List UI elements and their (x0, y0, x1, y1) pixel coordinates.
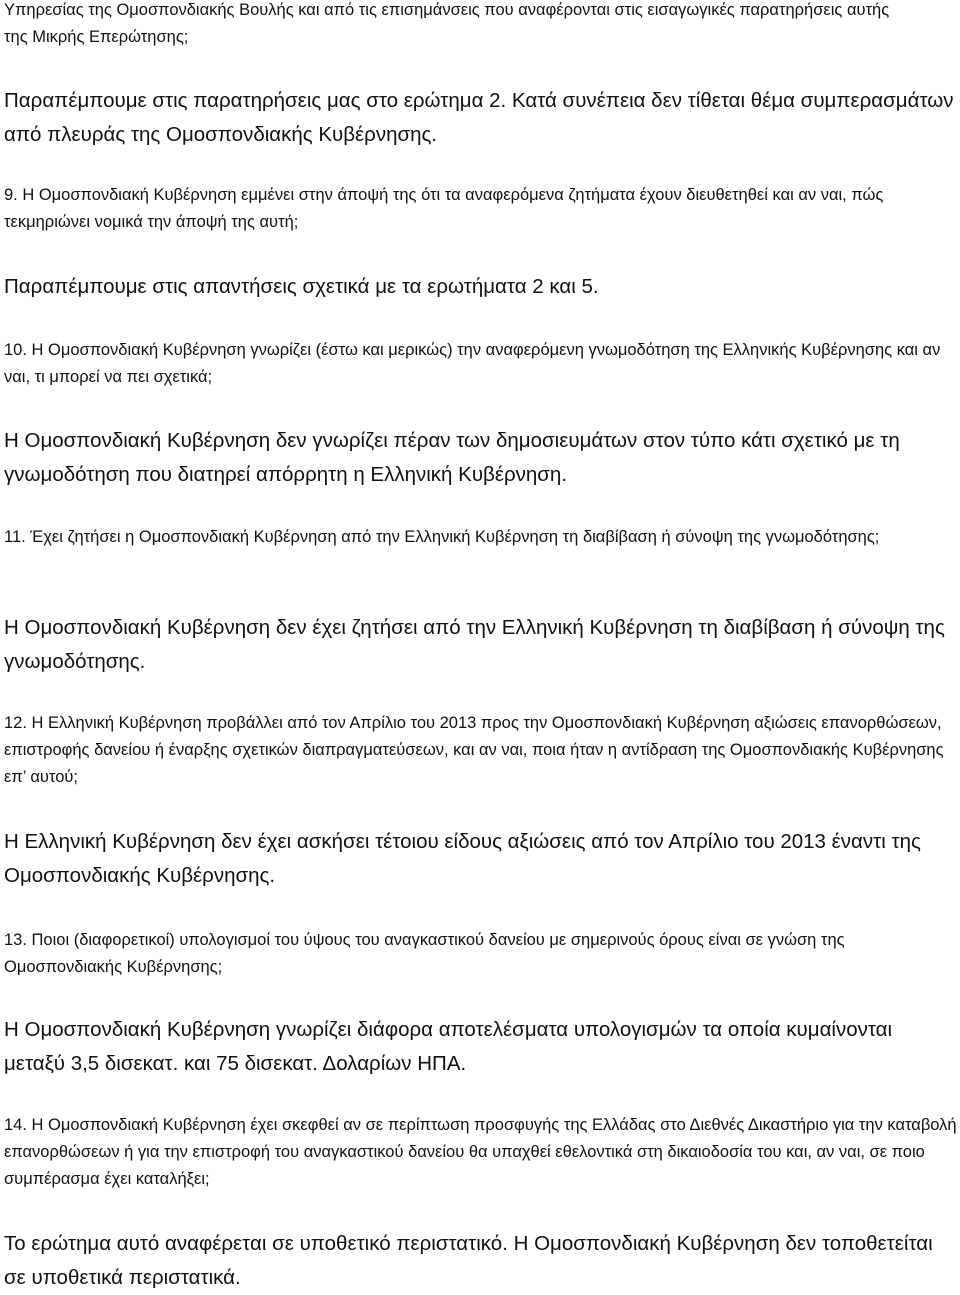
answer-text: Η Ομοσπονδιακή Κυβέρνηση γνωρίζει διάφορα αποτελέσματα υπολογισμών τα οποία κυμαίνονται μεταξύ 3,5 δισεκατ. και 75 δισεκατ. Δολαρίων ΗΠΑ. (4, 1018, 893, 1075)
answer-text: Παραπέμπουμε στις απαντήσεις σχετικά με τα ερωτήματα 2 και 5. (4, 275, 599, 298)
answer-text: Η Ομοσπονδιακή Κυβέρνηση δεν γνωρίζει πέραν των δημοσιευμάτων στον τύπο κάτι σχετικό με τη γνωμοδότηση που διατηρεί απόρρητη η Ελληνική Κυβέρνηση. (4, 429, 900, 486)
question-text: 11. Έχει ζητήσει η Ομοσπονδιακή Κυβέρνηση από την Ελληνική Κυβέρνηση τη διαβίβαση ή σύνοψη της γνωμοδότησης; (4, 528, 880, 546)
question-text: Υπηρεσίας της Ομοσπονδιακής Βουλής και από τις επισημάνσεις που αναφέρονται στις εισαγωγικές παρατηρήσεις αυτής της Μικρής Επερώτησης; (4, 1, 890, 46)
question-text: 13. Ποιοι (διαφορετικοί) υπολογισμοί του ύψους του αναγκαστικού δανείου με σημερινούς όρους είναι σε γνώση της Ομοσπονδιακής Κυβέρνησης; (4, 931, 845, 976)
question-text: 12. Η Ελληνική Κυβέρνηση προβάλλει από τον Απρίλιο του 2013 προς την Ομοσπονδιακή Κυβέρνηση αξιώσεις επανορθώσεων, επιστροφής δανείου ή έναρξης σχετικών διαπραγματεύσεων, και αν ναι, ποια ήταν η αντίδραση της Ομοσπονδιακής Κυβέρνησης επ’ αυτού; (4, 714, 944, 786)
answer-text: Η Ομοσπονδιακή Κυβέρνηση δεν έχει ζητήσει από την Ελληνική Κυβέρνηση τη διαβίβαση ή σύνοψη της γνωμοδότησης. (4, 616, 945, 673)
question-text: 10. Η Ομοσπονδιακή Κυβέρνηση γνωρίζει (έστω και μερικώς) την αναφερόμενη γνωμοδότηση της Ελληνικής Κυβέρνησης και αν ναι, τι μπορεί να πει σχετικά; (4, 341, 941, 386)
answer-text: Το ερώτημα αυτό αναφέρεται σε υποθετικό περιστατικό. Η Ομοσπονδιακή Κυβέρνηση δεν τοποθετείται σε υποθετικά περιστατικά. (4, 1232, 933, 1289)
question-text: 14. Η Ομοσπονδιακή Κυβέρνηση έχει σκεφθεί αν σε περίπτωση προσφυγής της Ελλάδας στο Διεθνές Δικαστήριο για την καταβολή επανορθώσεων ή για την επιστροφή του αναγκαστικού δανείου θα υπαχθεί εθελοντικά στη δικαιοδοσία του και, αν ναι, σε ποιο συμπέρασμα έχει καταλήξει; (4, 1116, 957, 1188)
answer-text: Η Ελληνική Κυβέρνηση δεν έχει ασκήσει τέτοιου είδους αξιώσεις από τον Απρίλιο του 2013 έναντι της Ομοσπονδιακής Κυβέρνησης. (4, 830, 921, 887)
question-text: 9. Η Ομοσπονδιακή Κυβέρνηση εμμένει στην άποψή της ότι τα αναφερόμενα ζητήματα έχουν διευθετηθεί και αν ναι, πώς τεκμηριώνει νομικά την άποψή της αυτή; (4, 186, 884, 231)
answer-text: Παραπέμπουμε στις παρατηρήσεις μας στο ερώτημα 2. Κατά συνέπεια δεν τίθεται θέμα συμπερασμάτων από πλευράς της Ομοσπονδιακής Κυβέρνησης. (4, 89, 954, 146)
